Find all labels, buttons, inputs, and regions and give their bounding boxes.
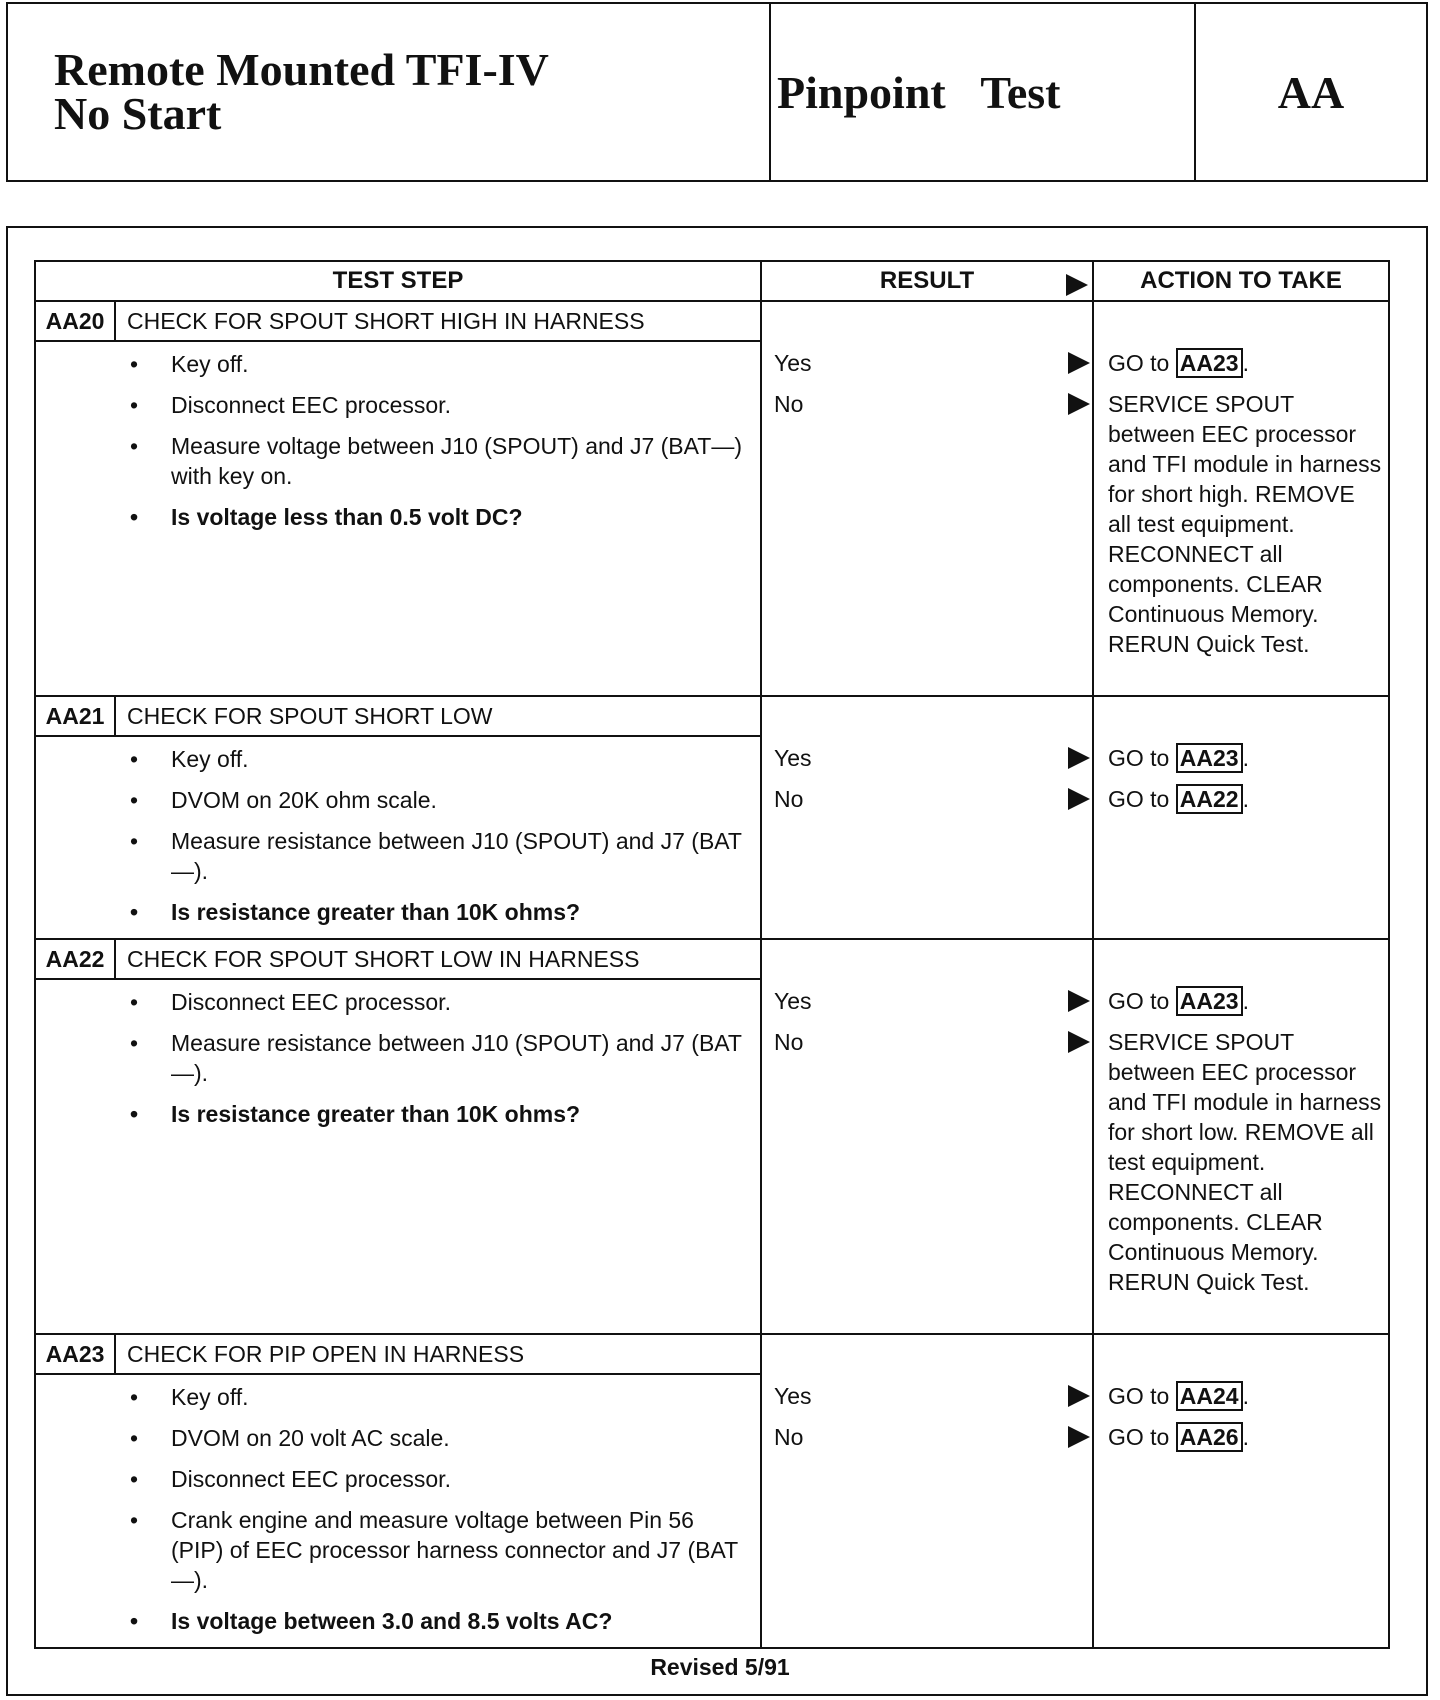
step-instructions <box>36 342 760 532</box>
col-result <box>761 261 1093 301</box>
page-header <box>6 2 1428 182</box>
action-yes: GO to AA23 . <box>1108 350 1249 376</box>
result-yes: Yes <box>774 745 812 771</box>
table-header-row <box>35 261 1389 301</box>
step-title: CHECK FOR SPOUT SHORT LOW IN HARNESS <box>127 945 640 972</box>
arrow-right-icon <box>1068 352 1090 374</box>
result-no: No <box>774 1029 804 1055</box>
step-question: • Is resistance greater than 10K ohms? <box>36 897 760 927</box>
header-code: AA <box>1277 66 1345 118</box>
step-ref-link[interactable]: AA24 <box>1176 1381 1243 1411</box>
col-result-label: RESULT <box>879 267 975 294</box>
step-ref-link[interactable]: AA23 <box>1176 743 1243 773</box>
step-instructions <box>36 737 760 927</box>
list-item: • Measure voltage between J10 (SPOUT) and J7 (BAT—) with key on. <box>36 431 760 491</box>
arrow-right-icon <box>1068 1031 1090 1053</box>
step-question: • Is resistance greater than 10K ohms? <box>36 1099 760 1129</box>
arrow-right-icon <box>1068 747 1090 769</box>
step-question: • Is voltage between 3.0 and 8.5 volts AC? <box>36 1606 760 1636</box>
result-no: No <box>774 391 804 417</box>
arrow-right-icon <box>1068 393 1090 415</box>
test-step-cell <box>35 301 761 696</box>
arrow-right-icon <box>1066 274 1088 296</box>
action-no: GO to AA22 . <box>1108 786 1249 812</box>
test-step-cell <box>35 939 761 1334</box>
list-item: • Disconnect EEC processor. <box>36 390 760 420</box>
list-item: • Measure resistance between J10 (SPOUT) and J7 (BAT—). <box>36 1028 760 1088</box>
step-question: • Is voltage less than 0.5 volt DC? <box>36 502 760 532</box>
arrow-right-icon <box>1068 990 1090 1012</box>
step-id: AA23 <box>36 1335 116 1373</box>
action-cell <box>1093 1334 1389 1648</box>
header-title-line2: No Start <box>54 88 222 139</box>
result-yes: Yes <box>774 988 812 1014</box>
result-yes: Yes <box>774 350 812 376</box>
list-item: • Crank engine and measure voltage between Pin 56 (PIP) of EEC processor harness connector and J7 (BAT—). <box>36 1505 760 1595</box>
step-ref-link[interactable]: AA23 <box>1176 348 1243 378</box>
header-section: Pinpoint Test <box>771 4 1196 180</box>
step-instructions <box>36 980 760 1129</box>
table-row <box>35 696 1389 939</box>
step-ref-link[interactable]: AA26 <box>1176 1422 1243 1452</box>
result-yes: Yes <box>774 1383 812 1409</box>
test-step-cell <box>35 1334 761 1648</box>
list-item: • DVOM on 20K ohm scale. <box>36 785 760 815</box>
result-cell <box>761 1334 1093 1648</box>
result-cell <box>761 301 1093 696</box>
arrow-right-icon <box>1068 1426 1090 1448</box>
table-row <box>35 1334 1389 1648</box>
action-cell <box>1093 939 1389 1334</box>
result-no: No <box>774 1424 804 1450</box>
step-id: AA21 <box>36 697 116 735</box>
revision-note: Revised 5/91 <box>650 1654 790 1680</box>
step-title: CHECK FOR SPOUT SHORT LOW <box>127 702 493 729</box>
step-ref-link[interactable]: AA23 <box>1176 986 1243 1016</box>
step-title: CHECK FOR PIP OPEN IN HARNESS <box>127 1340 525 1367</box>
step-id: AA20 <box>36 302 116 340</box>
header-title-line1: Remote Mounted TFI-IV <box>54 44 549 95</box>
table-row <box>35 301 1389 696</box>
col-test-step: TEST STEP <box>35 261 761 301</box>
action-no: SERVICE SPOUT between EEC processor and TFI module in harness for short low. REMOVE all test equipment. RECONNECT all components. CLEAR Continuous Memory. RERUN Quick Test. <box>1108 1029 1382 1295</box>
test-step-table <box>34 260 1390 1649</box>
list-item: • Key off. <box>36 349 760 379</box>
result-no: No <box>774 786 804 812</box>
arrow-right-icon <box>1068 1385 1090 1407</box>
header-title <box>8 4 771 180</box>
step-instructions <box>36 1375 760 1636</box>
step-id: AA22 <box>36 940 116 978</box>
action-yes: GO to AA24 . <box>1108 1383 1249 1409</box>
arrow-right-icon <box>1068 788 1090 810</box>
test-step-cell <box>35 696 761 939</box>
list-item: • Disconnect EEC processor. <box>36 987 760 1017</box>
step-ref-link[interactable]: AA22 <box>1176 784 1243 814</box>
list-item: • Key off. <box>36 1382 760 1412</box>
list-item: • Measure resistance between J10 (SPOUT) and J7 (BAT—). <box>36 826 760 886</box>
action-no: SERVICE SPOUT between EEC processor and TFI module in harness for short high. REMOVE all test equipment. RECONNECT all components. CLEAR Continuous Memory. RERUN Quick Test. <box>1108 391 1382 657</box>
action-yes: GO to AA23 . <box>1108 988 1249 1014</box>
list-item: • DVOM on 20 volt AC scale. <box>36 1423 760 1453</box>
action-cell <box>1093 301 1389 696</box>
action-cell <box>1093 696 1389 939</box>
col-action: ACTION TO TAKE <box>1093 261 1389 301</box>
list-item: • Disconnect EEC processor. <box>36 1464 760 1494</box>
table-row <box>35 939 1389 1334</box>
result-cell <box>761 696 1093 939</box>
action-yes: GO to AA23 . <box>1108 745 1249 771</box>
step-title: CHECK FOR SPOUT SHORT HIGH IN HARNESS <box>127 307 645 334</box>
result-cell <box>761 939 1093 1334</box>
list-item: • Key off. <box>36 744 760 774</box>
action-no: GO to AA26 . <box>1108 1424 1249 1450</box>
